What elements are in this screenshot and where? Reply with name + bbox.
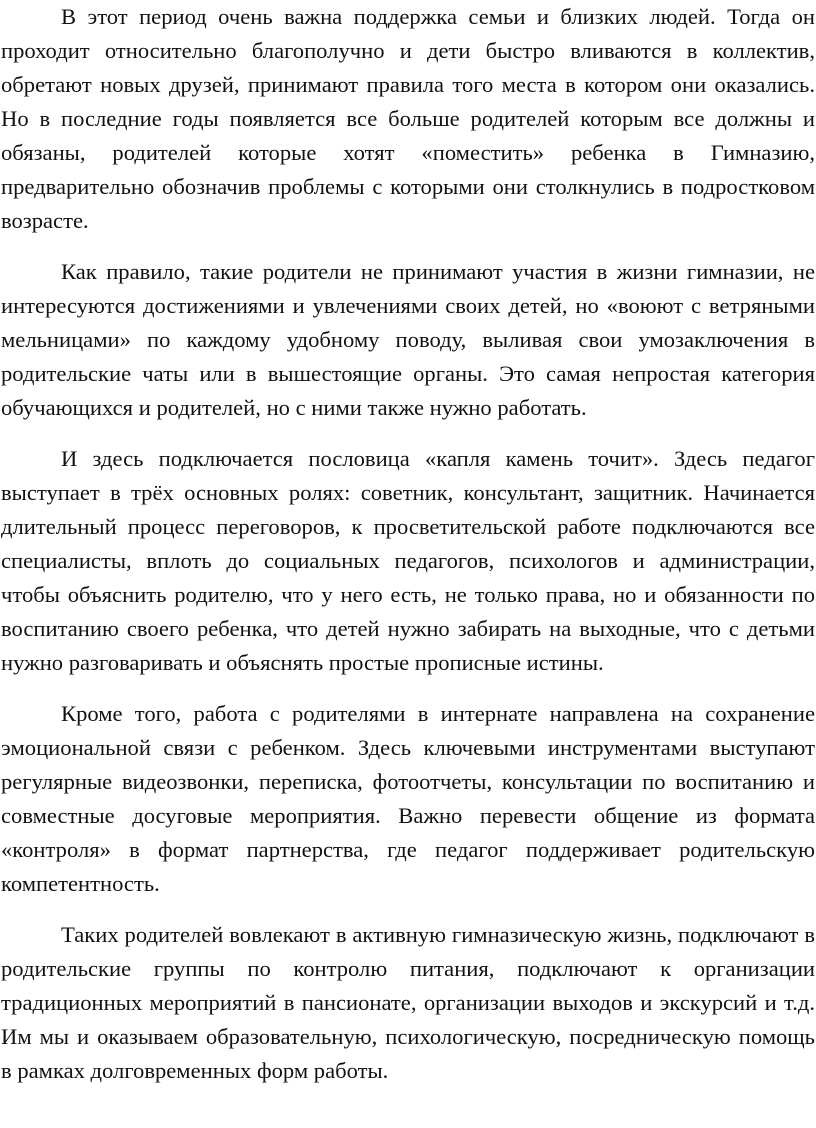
paragraph-parent-involvement: Таких родителей вовлекают в активную гимназическую жизнь, подключают в родительские группы по контролю питания, подключают к организации традиционных мероприятий в пансионате, организации выходов и экскурсий и т.д. Им мы и оказываем образовательную, психологическую, посредническую помощь в рамках долговременных форм работы. — [1, 922, 815, 1083]
paragraph-teacher-roles: И здесь подключается пословица «капля камень точит». Здесь педагог выступает в трёх основных ролях: советник, консультант, защитник. Начинается длительный процесс переговоров, к просветительской работе подключаются все специалисты, вплоть до социальных педагогов, психологов и администрации, чтобы объяснить родителю, что у него есть, не только права, но и обязанности по воспитанию своего ребенка, что детей нужно забирать на выходные, что с детьми нужно разговаривать и объяснять простые прописные истины. — [1, 446, 815, 675]
paragraph-uninvolved-parents: Как правило, такие родители не принимают участия в жизни гимназии, не интересуются достижениями и увлечениями своих детей, но «воюют с ветряными мельницами» по каждому удобному поводу, выливая свои умозаключения в родительские чаты или в вышестоящие органы. Это самая непростая категория обучающихся и родителей, но с ними также нужно работать. — [1, 259, 815, 420]
paragraph-emotional-connection: Кроме того, работа с родителями в интернате направлена на сохранение эмоциональной связи с ребенком. Здесь ключевыми инструментами выступают регулярные видеозвонки, переписка, фотоотчеты, консультации по воспитанию и совместные досуговые мероприятия. Важно перевести общение из формата «контроля» в формат партнерства, где педагог поддерживает родительскую компетентность. — [1, 701, 815, 896]
paragraph-family-support: В этот период очень важна поддержка семьи и близких людей. Тогда он проходит относительно благополучно и дети быстро вливаются в коллектив, обретают новых друзей, принимают правила того места в котором они оказались. Но в последние годы появляется все больше родителей которым все должны и обязаны, родителей которые хотят «поместить» ребенка в Гимназию, предварительно обозначив проблемы с которыми они столкнулись в подростковом возрасте. — [1, 4, 815, 233]
